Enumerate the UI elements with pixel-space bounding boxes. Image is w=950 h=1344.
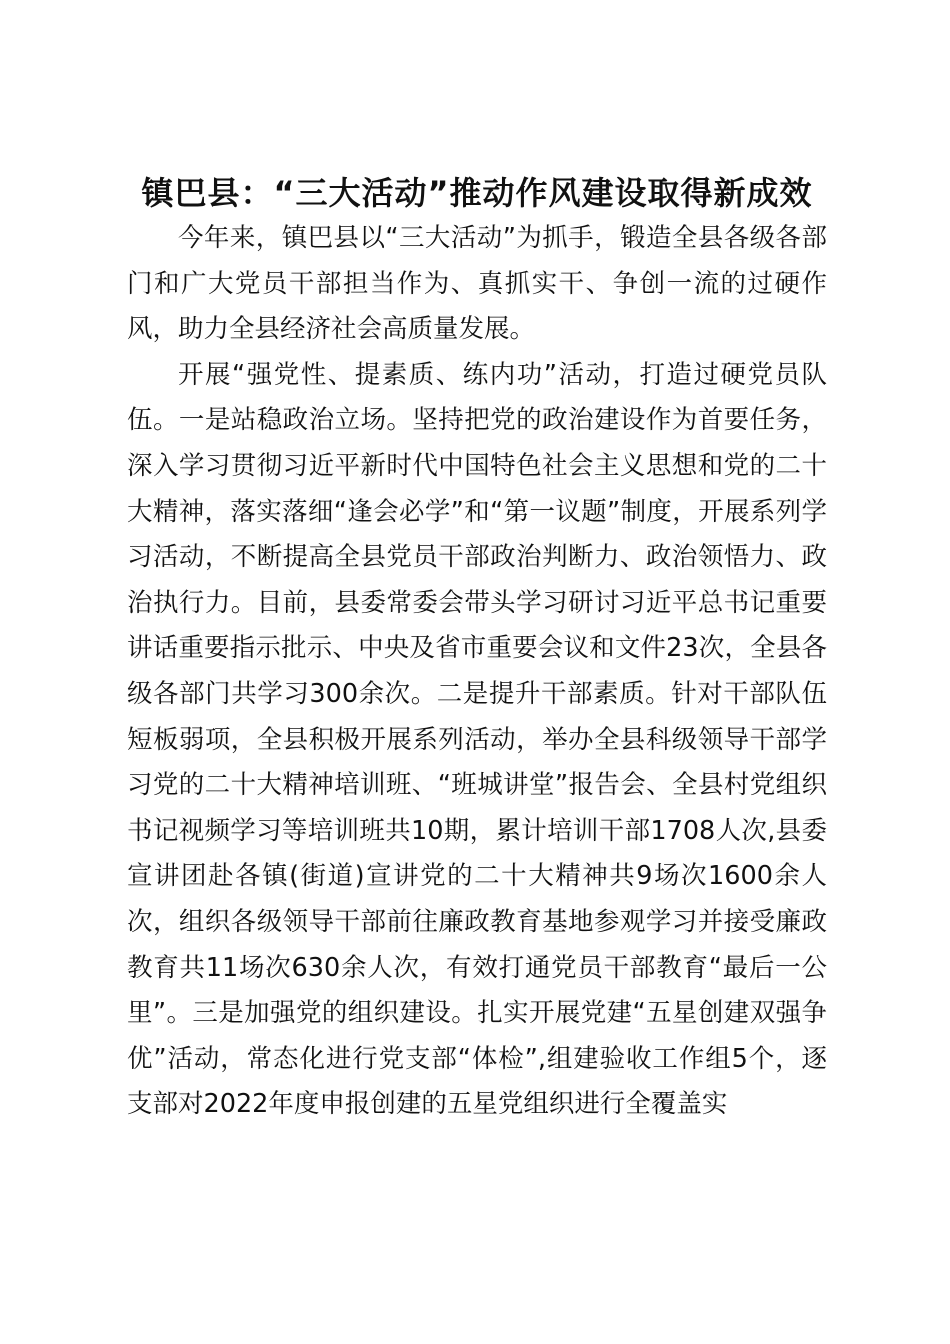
document-title: 镇巴县：“三大活动”推动作风建设取得新成效 [141,174,813,212]
paragraph-activity-one: 开展“强党性、提素质、练内功”活动，打造过硬党员队伍。一是站稳政治立场。坚持把党的政治建设作为首要任务，深入学习贯彻习近平新时代中国特色社会主义思想和党的二十大精神，落实落细“逢会必学”和“第一议题”制度，开展系列学习活动，不断提高全县党员干部政治判断力、政治领悟力、政治执行力。目前，县委常委会带头学习研讨习近平总书记重要讲话重要指示批示、中央及省市重要会议和文件23次，全县各级各部门共学习300余次。二是提升干部素质。针对干部队伍短板弱项，全县积极开展系列活动，举办全县科级领导干部学习党的二十大精神培训班、“班城讲堂”报告会、全县村党组织书记视频学习等培训班共10期，累计培训干部1708人次,县委宣讲团赴各镇(街道)宣讲党的二十大精神共9场次1600余人次，组织各级领导干部前往廉政教育基地参观学习并接受廉政教育共11场次630余人次，有效打通党员干部教育“最后一公里”。三是加强党的组织建设。扎实开展党建“五星创建双强争优”活动，常态化进行党支部“体检”,组建验收工作组5个，逐支部对2022年度申报创建的五星党组织进行全覆盖实 [127,359,827,1120]
paragraph-intro: 今年来，镇巴县以“三大活动”为抓手，锻造全县各级各部门和广大党员干部担当作为、真抓实干、争创一流的过硬作风，助力全县经济社会高质量发展。 [127,223,827,345]
document-body [127,170,827,1128]
